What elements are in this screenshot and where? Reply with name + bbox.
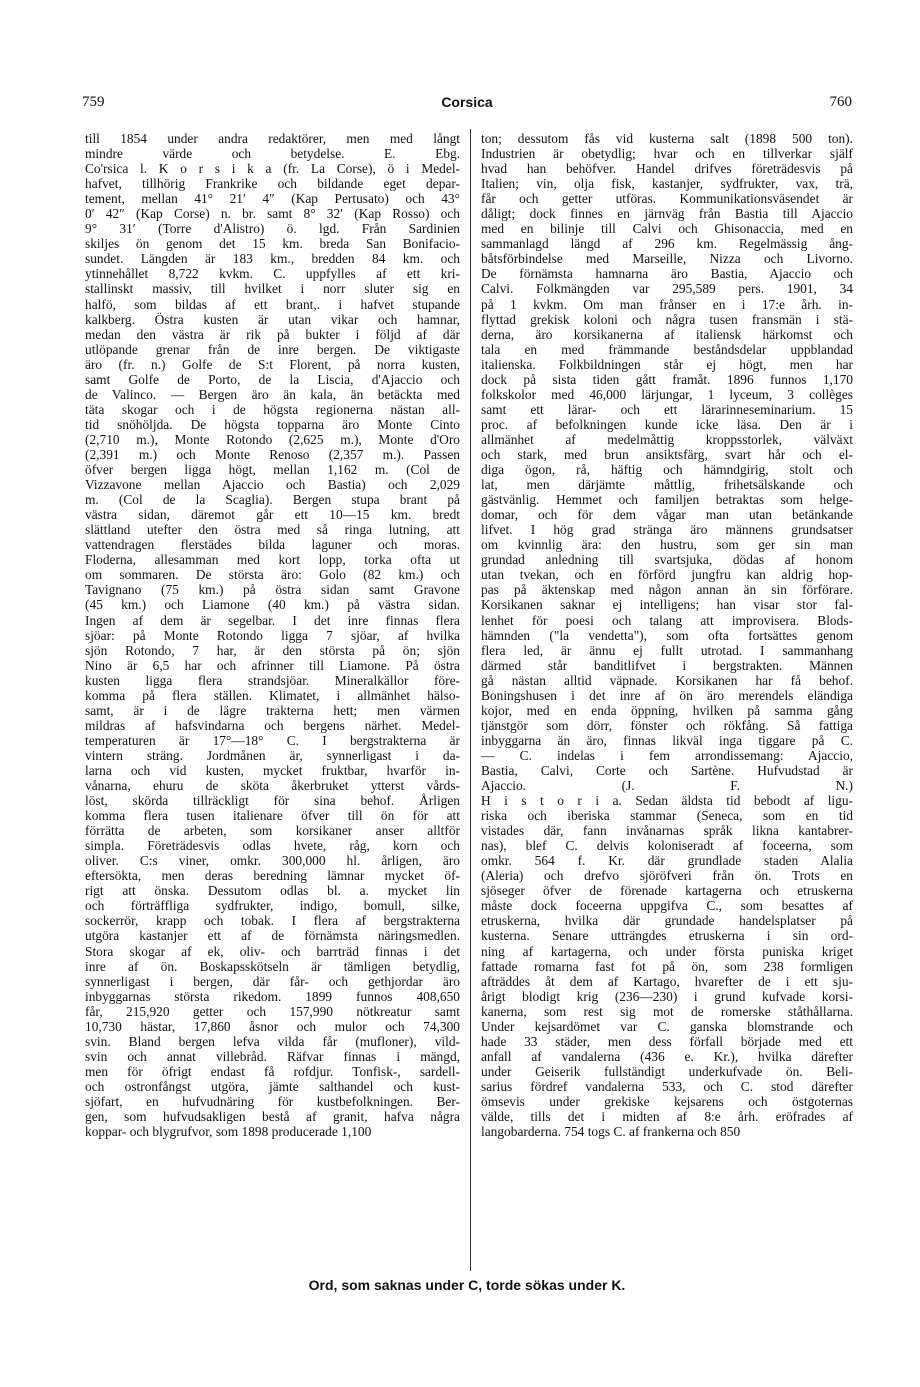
left-column [85,131,460,1139]
text-line: Korsikanen saknar ej intelligens; han visar stor fal- [481,597,853,613]
text-line: oliver. C:s viner, omkr. 300,000 hl. årligen, äro [85,853,460,869]
text-line: mildras af hafsvindarna och bergens närhet. Medel- [85,717,460,733]
text-line: Bastia, Calvi, Corte och Sartène. Hufvudstad är [481,762,853,778]
text-line: diga ögon, rå, häftig och hämndgirig, stolt och [481,462,853,478]
text-line: om sommaren. De största äro: Golo (82 km.) och [85,567,460,583]
text-line: nas), blef C. delvis koloniseradt af foceerna, som [481,838,853,854]
left-page-number: 759 [82,94,105,110]
text-line: langobarderna. 754 togs C. af frankerna och 850 [481,1124,741,1140]
text-line: täta skogar och i de högsta regionerna nästan all- [85,401,460,417]
text-line: rigt att önska. Dessutom odlas bl. a. mycket lin [85,883,460,899]
text-line: komma flera tusen italienare öfver till ön för att [85,808,460,824]
text-line: ömsevis under grekiske kejsarens och östgoternas [481,1094,853,1109]
text-line: mindre värde och betydelse. E. Ebg. [85,146,460,162]
text-line: utlöpande grenar från de inre bergen. De viktigaste [85,341,460,357]
column-divider [470,129,471,1271]
text-line: utgöra kastanjer ett af de förnämsta näringsmedlen. [85,928,460,944]
text-line: H i s t o r i a. Sedan äldsta tid bebodt af ligu- [481,793,853,809]
text-line: italienska. Folkbildningen står ej högt, men har [481,356,853,372]
text-line: med en bilinje till Calvi och Ghisonaccia, med en [481,221,853,237]
text-line: halfö, som bildas af ett brant,. i hafvet stupande [85,296,460,312]
text-line: och stark, med brun ansiktsfärg, svart hår och el- [481,446,853,462]
text-line: m. (Col de la Scaglia). Bergen stupa brant på [85,492,460,508]
text-line: båtsförbindelse med Marseille, Nizza och Livorno. [481,251,853,267]
text-line: på 1 kvkm. Om man frånser en i 17:e årh. in- [481,296,853,312]
text-line: samt Golfe de Porto, de la Liscia, d'Ajaccio och [85,371,460,387]
text-line: fattade romarna fast fot på ön, som 238 formligen [481,958,853,974]
text-line: kanerna, som rest sig mot de romerske ståthållarna. [481,1003,853,1019]
text-line: (45 km.) och Liamone (40 km.) på västra sidan. [85,597,460,613]
text-line: sammanlagd längd af 296 km. Regelmässig ång- [481,236,853,252]
text-line: de Valinco. — Bergen äro än kala, än betäckta med [85,386,460,402]
text-line: Tavignano (75 km.) på östra sidan samt Gravone [85,582,460,598]
text-line: Italien; vin, olja fisk, kastanjer, sydfrukter, vax, trä, [481,176,853,192]
text-line: ton; dessutom fås vid kusterna salt (1898 500 ton). [481,131,853,146]
text-line: hade 33 städer, men dess förfall började med ett [481,1033,853,1049]
text-line: gen, som hufvudsakligen bestå af granit, hafva några [85,1109,460,1125]
text-line: grundad anledning till svartsjuka, dödas af honom [481,552,853,568]
text-line: Calvi. Folkmängden var 295,589 pers. 1901, 34 [481,281,853,297]
text-line: måste dock foceerna uppgifva C., som besattes af [481,898,853,914]
text-line: 9° 31′ (Torre d'Alistro) ö. lgd. Från Sardinien [85,221,460,237]
text-line: svin och annat villebråd. Räfvar finnas i mängd, [85,1048,460,1064]
text-line: dåligt; dock finnes en järnväg från Bastia till Ajaccio [481,206,853,222]
text-line: tid snöhöljda. De högsta topparna äro Monte Cinto [85,416,460,432]
text-line: utan tvekan, och en förförd jungfru kan aldrig hop- [481,567,853,583]
text-line: lifvet. I hög grad stränga äro männens grundsatser [481,522,853,538]
text-line: äro (fr. n.) Golfe de S:t Florent, på norra kusten, [85,356,460,372]
text-line: eftersökta, men deras beredning lämnar mycket öf- [85,868,460,884]
text-line: pas på äktenskap med någon annan än sin förförare. [481,582,853,598]
text-line: dock på sista tiden gått framåt. 1896 funnos 1,170 [481,371,853,387]
text-line: domar, och för dem vågar man utan betänkande [481,507,853,523]
text-line: västra sidan, däremot går ett 10—15 km. bredt [85,507,460,523]
text-line: kusterna. Senare utträngdes etruskerna i sin ord- [481,928,853,944]
text-line: vistades där, fann invånarnas språk likna kantabrer- [481,823,853,839]
text-line: stallinskt massiv, till hvilket i norr sluter sig en [85,281,460,297]
text-line: De förnämsta hamnarna äro Bastia, Ajaccio och [481,266,853,282]
text-line: och förträffliga sydfrukter, indigo, bomull, silke, [85,898,460,914]
text-line: inbyggarna än äro, finnas likväl inga tiggare på C. [481,732,853,748]
text-line: koppar- och blygrufvor, som 1898 producerade 1,100 [85,1124,372,1140]
text-line: sjön Rotondo, 7 har, är den största på ön; sjön [85,642,460,658]
text-line: ning af kartagerna, och under första puniska kriget [481,943,853,959]
text-line: simpla. Företrädesvis odlas hvete, råg, korn och [85,838,460,854]
text-line: till 1854 under andra redaktörer, men med långt [85,131,460,146]
text-line: synnerligast i bergen, där får- och gethjordar äro [85,973,460,989]
right-page-number: 760 [829,94,852,110]
text-line: därmed står banditlifvet i bergstrakten. Männen [481,657,853,673]
text-line: omkr. 564 f. Kr. där grundlade staden Alalia [481,853,853,869]
text-line: sjöar: på Monte Rotondo ligga 7 sjöar, af hvilka [85,627,460,643]
text-line: vattendragen flerstädes bilda laguner och moras. [85,537,460,553]
text-line: tement, mellan 41° 21′ 4″ (Kap Pertusato) och 43° [85,191,460,207]
text-line: får, 215,920 getter och 157,990 nötkreatur samt [85,1003,460,1019]
text-line: vånarna, ehuru de sköta åkerbruket ytterst vårds- [85,778,460,794]
text-line: svin. Bland bergen lefva vilda får (mufloner), vild- [85,1033,460,1049]
page-header [82,94,852,118]
text-line: sjöseger öfver de förenade kartagerna och etruskerna [481,883,853,899]
text-line: tala en med främmande beståndsdelar uppblandad [481,341,853,357]
text-line: sundet. Längden är 183 km., bredden 84 km. och [85,251,460,267]
text-line: Nino är 6,5 har och afrinner till Liamone. På östra [85,657,460,673]
text-line: gästvänlig. Hemmet och familjen betraktas som helge- [481,492,853,508]
text-line: Stora skogar af ek, oliv- och barrträd finnas i det [85,943,460,959]
text-line: sarius fördref vandalerna 533, och C. stod därefter [481,1078,853,1094]
text-line: (2,710 m.), Monte Rotondo (2,625 m.), Monte d'Oro [85,431,460,447]
text-line: vintern sträng. Jordmånen är, synnerligast i da- [85,747,460,763]
text-line: skiljes ön genom det 15 km. breda San Bonifacio- [85,236,460,252]
text-line: hämnden ("la vendetta"), som ofta fortsättes genom [481,627,853,643]
text-line: löst, skörda tillräckligt för sina behof. Årligen [85,793,460,809]
text-line: inre af ön. Boskapsskötseln är tämligen betydlig, [85,958,460,974]
text-line: men för öfrigt endast få rofdjur. Tonfisk-, sardell- [85,1063,460,1079]
text-line: Ajaccio. (J. F. N.) [481,778,853,794]
text-line: ytinnehållet 8,722 kvkm. C. uppfylles af ett kri- [85,266,460,282]
text-line: under Geiserik fullständigt underkufvade ön. Beli- [481,1063,853,1079]
text-line: hvad han behöfver. Handel drifves företrädesvis på [481,161,853,177]
text-line: flyttad grekisk koloni och några tusen fransmän i stä- [481,311,853,327]
page-title: Corsica [441,94,493,110]
text-line: hafvet, tillhörig Frankrike och bildande eget depar- [85,176,460,192]
text-line: Boningshusen i det inre af ön äro merendels eländiga [481,687,853,703]
text-line: folkskolor med 46,000 lärjungar, 1 lyceum, 3 collèges [481,386,853,402]
text-line: Industrien är obetydlig; hvar och en tillverkar själf [481,146,853,162]
text-line: Vizzavone mellan Ajaccio och Bastia) och 2,029 [85,477,460,493]
text-line: årigt blodigt krig (236—230) i grund kufvade korsi- [481,988,853,1004]
text-line: gå nästan alltid väpnade. Korsikanen har få behof. [481,672,853,688]
text-line: kusten ligga flera strandsjöar. Mineralkällor före- [85,672,460,688]
text-line: Floderna, allesamman med kort lopp, torka ofta ut [85,552,460,568]
text-line: flera led, är ännu ej fullt utrotad. I sammanhang [481,642,853,658]
text-line: kojor, med en enda öppning, hvilken på samma gång [481,702,853,718]
text-line: derna, äro korsikanerna af italiensk härkomst och [481,326,853,342]
text-line: anfall af vandalerna (436 e. Kr.), hvilka därefter [481,1048,853,1064]
text-line: 0′ 42″ (Kap Corse) n. br. samt 8° 32′ (Kap Rosso) och [85,206,460,222]
page-footer-note: Ord, som saknas under C, torde sökas under K. [308,1277,626,1293]
text-line: allmänhet af medelmåttig kroppsstorlek, välväxt [481,431,853,447]
text-line: 10,730 hästar, 17,860 åsnor och mulor och 74,300 [85,1018,460,1034]
text-line: inbyggarnas största rikedom. 1899 funnos 408,650 [85,988,460,1004]
text-line: får och getter utföras. Kommunikationsväsendet är [481,191,853,207]
text-line: samt, är i de lägre trakterna hett; men värmen [85,702,460,718]
text-line: sockerrör, krapp och tobak. I flera af bergstrakterna [85,913,460,929]
text-line: samt ett lärar- och ett lärarinneseminarium. 15 [481,401,853,417]
text-line: etruskerna, hvilka där grundade handelsplatser på [481,913,853,929]
text-line: sjöfart, en hufvudnäring för kustbefolkningen. Ber- [85,1094,460,1109]
text-line: medan den västra är rik på bukter i följd af där [85,326,460,342]
text-line: (Aleria) och drefvo sjöröfveri från ön. Trots en [481,868,853,884]
text-line: (2,391 m.) och Monte Renoso (2,357 m.). Passen [85,446,460,462]
text-line: öfver bergen ligga högt, mellan 1,162 m. (Col de [85,462,460,478]
text-line: larna och vid kusten, mycket fruktbar, hvarför in- [85,762,460,778]
right-column [481,131,853,1139]
text-line: slättland utefter den östra med så ringa lutning, att [85,522,460,538]
text-line: kalkberg. Östra kusten är utan vikar och hamnar, [85,311,460,327]
text-line: Co'rsica l. K o r s i k a (fr. La Corse), ö i Medel- [85,161,460,177]
text-line: komma på flera ställen. Klimatet, i allmänhet hälso- [85,687,460,703]
text-line: Under kejsardömet var C. ganska blomstrande och [481,1018,853,1034]
text-line: om kvinnlig ära: den hustru, som ger sin man [481,537,853,553]
text-line: lat, men därjämte måttlig, frihetsälskande och [481,477,853,493]
text-line: välde, tills det i midten af 8:e årh. eröfrades af [481,1109,853,1125]
text-line: lenhet för poesi och talang att improvisera. Blods- [481,612,853,628]
text-line: riska och iberiska stammar (Seneca, som en tid [481,808,853,824]
text-line: afträddes åt dem af Kartago, hvarefter de i ett sju- [481,973,853,989]
text-line: — C. indelas i fem arrondissemang: Ajaccio, [481,747,853,763]
text-line: tjänstgör som dörr, fönster och rökfång. Så fattiga [481,717,853,733]
text-line: och ostronfångst utgöra, jämte salthandel och kust- [85,1078,460,1094]
text-line: Ingen af dem är segelbar. I det inre finnas flera [85,612,460,628]
text-line: proc. af befolkningen kunde icke läsa. Den är i [481,416,853,432]
text-line: temperaturen är 17°—18° C. I bergstrakterna är [85,732,460,748]
text-line: förrätta de arbeten, som korsikaner anser alltför [85,823,460,839]
